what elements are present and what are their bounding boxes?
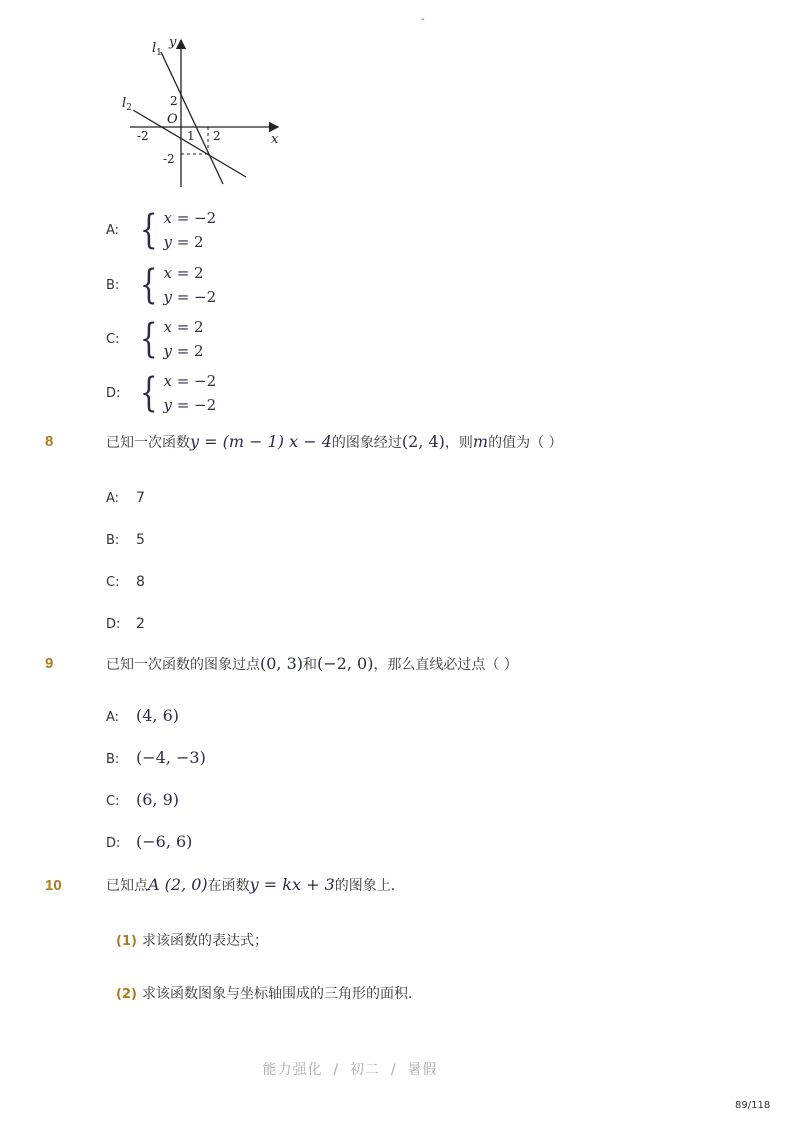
line-l2: [133, 110, 246, 177]
q8-option-c[interactable]: C: 8: [106, 574, 145, 590]
brace-icon: {: [139, 370, 158, 416]
l1-label: $l_1$: [152, 41, 162, 58]
y-axis-label: y: [169, 35, 177, 50]
tick-x-neg2: -2: [137, 129, 149, 143]
q9-option-b[interactable]: B: (−4, −3): [106, 748, 206, 767]
sub-question-1: (1) 求该函数的表达式；: [116, 933, 269, 949]
sub-question-2: (2) 求该函数图象与坐标轴围成的三角形的面积．: [116, 986, 423, 1002]
option-label: C:: [106, 331, 120, 347]
question-10-stem: 已知点A (2, 0)在函数y = kx + 3的图象上．: [106, 875, 405, 894]
option-label: D:: [106, 385, 121, 401]
q7-option-d[interactable]: [106, 369, 216, 417]
tick-x-2: 2: [213, 129, 221, 143]
brace-icon: {: [139, 316, 158, 362]
eq-line-1: x = −2: [163, 372, 217, 390]
q8-option-a[interactable]: A: 7: [106, 490, 145, 506]
question-9-stem: 已知一次函数的图象过点(0, 3)和(−2, 0)，那么直线必过点（ ）: [106, 654, 518, 673]
option-label: A:: [106, 222, 120, 238]
question-number: 10: [45, 877, 62, 894]
page-number: 89/118: [735, 1100, 771, 1111]
question-number: 8: [45, 433, 54, 450]
q9-option-d[interactable]: D: (−6, 6): [106, 832, 193, 851]
brace-icon: {: [139, 262, 158, 308]
tick-y-neg2: -2: [163, 152, 175, 166]
option-label: B:: [106, 277, 120, 293]
tick-y-2: 2: [170, 94, 178, 108]
eq-line-2: y = 2: [163, 342, 204, 360]
eq-line-1: x = −2: [163, 209, 217, 227]
question-number: 9: [45, 655, 54, 672]
eq-line-2: y = −2: [163, 288, 217, 306]
question-8-stem: 已知一次函数y = (m − 1) x − 4的图象经过(2, 4)，则m的值为（ ）: [106, 432, 563, 451]
q7-option-b[interactable]: [106, 261, 216, 309]
q7-option-c[interactable]: [106, 315, 204, 363]
top-mark: -: [421, 14, 425, 25]
q9-option-c[interactable]: C: (6, 9): [106, 790, 180, 809]
page-footer: 能力强化 / 初二 / 暑假: [262, 1062, 438, 1078]
tick-x-1: 1: [187, 129, 195, 143]
x-axis-label: x: [271, 132, 279, 147]
q9-option-a[interactable]: A: (4, 6): [106, 706, 180, 725]
brace-icon: {: [139, 207, 158, 253]
eq-line-2: y = 2: [163, 233, 204, 251]
linear-functions-graph: [112, 30, 292, 195]
l2-label: $l_2$: [122, 96, 132, 113]
eq-line-1: x = 2: [163, 318, 204, 336]
q7-option-a[interactable]: [106, 206, 216, 254]
q8-option-d[interactable]: D: 2: [106, 616, 145, 632]
eq-line-2: y = −2: [163, 396, 217, 414]
q8-option-b[interactable]: B: 5: [106, 532, 145, 548]
origin-label: O: [167, 112, 178, 127]
eq-line-1: x = 2: [163, 264, 204, 282]
